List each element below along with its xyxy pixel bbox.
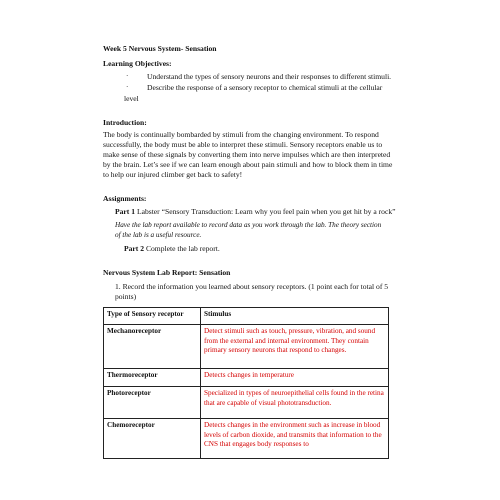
receptor-cell: Mechanoreceptor — [104, 325, 201, 369]
bullet-icon: · — [126, 72, 129, 80]
table-row — [104, 325, 389, 369]
intro-line-1: The body is continually bombarded by stimuli from the changing environment. To respond — [103, 130, 379, 139]
receptor-cell: Thermoreceptor — [104, 369, 201, 387]
report-heading: Nervous System Lab Report: Sensation — [103, 268, 231, 277]
intro-heading: Introduction: — [103, 118, 147, 127]
objectives-heading: Learning Objectives: — [103, 59, 172, 68]
objective-item-2: Describe the response of a sensory receptor to chemical stimuli at the cellular — [147, 83, 383, 92]
part2-text: Complete the lab report. — [145, 244, 220, 253]
objective-item-2-cont: level — [124, 94, 139, 103]
table-row — [104, 387, 389, 419]
stimulus-cell[interactable]: Specialized in types of neuroepithelial cells found in the retina that are capable of visual phototransduction. — [201, 387, 389, 419]
intro-line-2: successfully, the body must be able to interpret these stimuli. Sensory receptors enable us to — [103, 140, 383, 149]
part1-text: Labster “Sensory Transduction: Learn why you feel pain when you get hit by a rock” — [136, 207, 396, 216]
question-1-line-1: 1. Record the information you learned about sensory receptors. (1 point each for total of 5 — [115, 282, 389, 291]
receptor-cell: Chemoreceptor — [104, 419, 201, 459]
intro-line-3: make sense of these signals by converting them into nerve impulses which are then interpreted — [103, 150, 391, 159]
assignments-heading: Assignments: — [103, 194, 147, 203]
stimulus-cell[interactable]: Detect stimuli such as touch, pressure, vibration, and sound from the external and internal environment. They contain primary sensory neurons that respond to changes. — [201, 325, 389, 369]
sensory-receptor-table — [103, 307, 389, 459]
column-header-stimulus: Stimulus — [201, 308, 389, 325]
page-title: Week 5 Nervous System- Sensation — [103, 44, 217, 53]
table-row — [104, 419, 389, 459]
part2-label: Part 2 — [124, 244, 145, 253]
intro-line-5: to help our injured climber get back to safety! — [103, 170, 243, 179]
part2-line — [124, 244, 220, 254]
part1-label: Part 1 — [115, 207, 136, 216]
objective-item-1: Understand the types of sensory neurons and their responses to different stimuli. — [147, 72, 392, 81]
note-line-1: Have the lab report available to record data as you work through the lab. The theory section — [115, 221, 382, 229]
table-header-row — [104, 308, 389, 325]
receptor-cell: Photoreceptor — [104, 387, 201, 419]
stimulus-cell[interactable]: Detects changes in temperature — [201, 369, 389, 387]
note-line-2: of the lab is a useful resource. — [115, 231, 202, 239]
part1-line — [115, 207, 395, 217]
question-1-line-2: points) — [115, 292, 137, 301]
table-row — [104, 369, 389, 387]
stimulus-cell[interactable]: Detects changes in the environment such as increase in blood levels of carbon dioxide, and transmits that information to the CNS that engages body responses to — [201, 419, 389, 459]
bullet-icon: · — [126, 83, 129, 91]
column-header-receptor: Type of Sensory receptor — [104, 308, 201, 325]
intro-line-4: by the brain. Let’s see if we can learn enough about pain stimuli and how to block them in time — [103, 160, 393, 169]
